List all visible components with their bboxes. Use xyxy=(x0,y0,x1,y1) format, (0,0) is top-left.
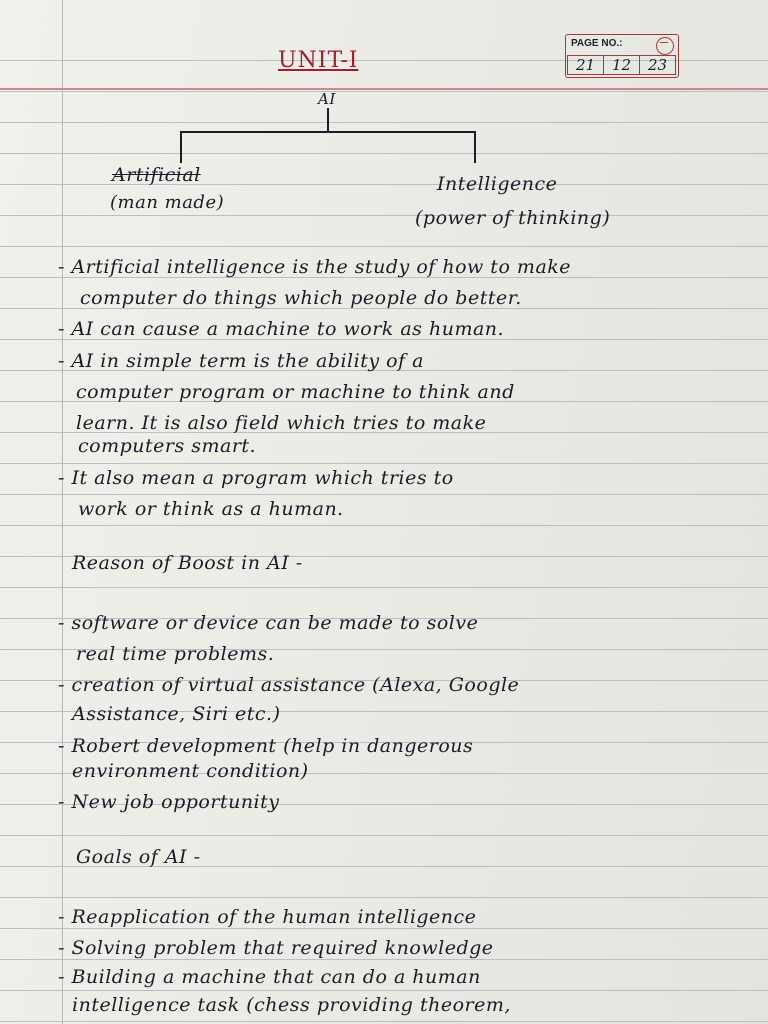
definition-line: - AI can cause a machine to work as human. xyxy=(58,318,505,340)
tree-left-leg xyxy=(180,131,182,163)
date-day: 21 xyxy=(567,55,604,75)
boost-line: real time problems. xyxy=(76,643,275,665)
section-heading-goals: Goals of AI - xyxy=(76,846,201,868)
tree-left-label: Artificial xyxy=(112,164,201,186)
boost-line: Assistance, Siri etc.) xyxy=(72,703,281,725)
graduation-cap-icon xyxy=(656,37,674,55)
definition-line: - AI in simple term is the ability of a xyxy=(58,350,424,372)
boost-line: environment condition) xyxy=(72,760,309,782)
goal-line: - Solving problem that required knowledge xyxy=(58,937,494,959)
tree-stem xyxy=(327,108,329,132)
goal-line: intelligence task (chess providing theorem, xyxy=(72,994,511,1016)
section-heading-boost: Reason of Boost in AI - xyxy=(72,552,303,574)
definition-line: - It also mean a program which tries to xyxy=(58,467,454,489)
tree-right-leg xyxy=(474,131,476,163)
definition-line: computers smart. xyxy=(78,435,257,457)
definition-line: learn. It is also field which tries to make xyxy=(76,412,487,434)
page-title: UNIT-I xyxy=(278,48,359,73)
definition-line: - Artificial intelligence is the study of how to make xyxy=(58,256,572,278)
goal-line: - Building a machine that can do a human xyxy=(58,966,481,988)
date-year: 23 xyxy=(639,55,676,75)
goal-line: - Reapplication of the human intelligence xyxy=(58,906,477,928)
boost-line: - Robert development (help in dangerous xyxy=(58,735,474,757)
date-month: 12 xyxy=(603,55,640,75)
definition-line: computer do things which people do better. xyxy=(80,287,522,309)
boost-line: - software or device can be made to solve xyxy=(58,612,479,634)
top-rule xyxy=(0,88,768,90)
page-number-box xyxy=(565,34,679,78)
page-number-label: PAGE NO.: xyxy=(571,38,623,49)
definition-line: work or think as a human. xyxy=(78,498,344,520)
boost-line: - New job opportunity xyxy=(58,791,280,813)
tree-left-sublabel: (man made) xyxy=(110,192,225,213)
tree-root: AI xyxy=(318,90,336,108)
definition-line: computer program or machine to think and xyxy=(76,381,515,403)
tree-branch xyxy=(180,131,476,133)
tree-right-sublabel: (power of thinking) xyxy=(415,207,611,229)
margin-line xyxy=(62,0,63,1024)
tree-right-label: Intelligence xyxy=(437,173,558,195)
boost-line: - creation of virtual assistance (Alexa, Google xyxy=(58,674,520,696)
